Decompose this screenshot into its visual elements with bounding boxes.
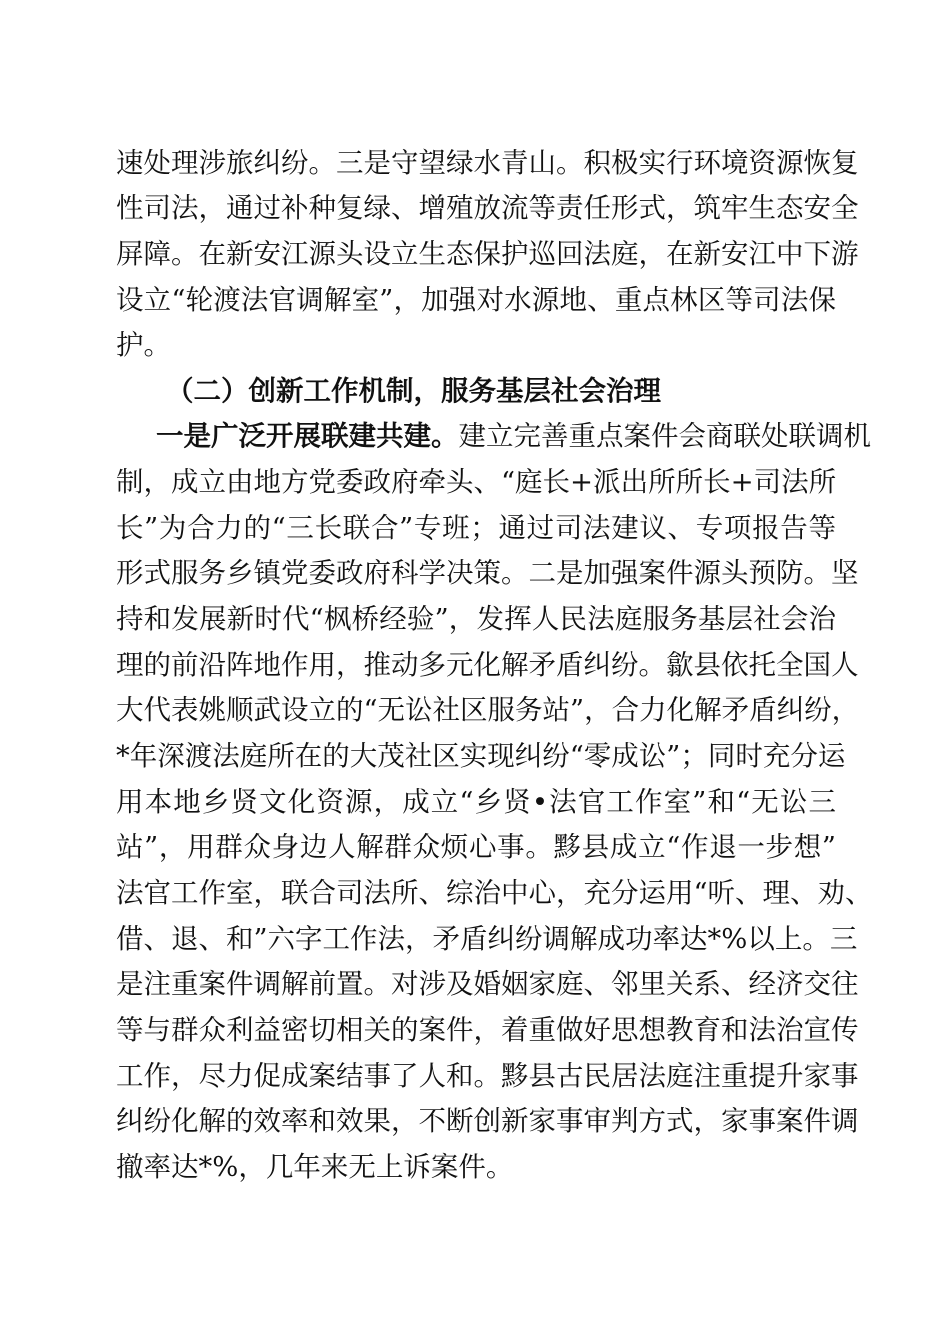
text-line: 长”为合力的“三长联合”专班；通过司法建议、专项报告等 [116,512,836,544]
text-line: *年深渡法庭所在的大茂社区实现纠纷“零成讼”；同时充分运 [116,740,846,772]
text-line: 速处理涉旅纠纷。三是守望绿水青山。积极实行环境资源恢复 [116,147,859,179]
text-line: 性司法，通过补种复绿、增殖放流等责任形式，筑牢生态安全 [116,192,859,224]
text-line: 借、退、和”六字工作法，矛盾纠纷调解成功率达*%以上。三 [116,923,858,955]
text-line: 站”，用群众身边人解群众烦心事。黟县成立“作退一步想” [116,831,836,863]
text-line: 持和发展新时代“枫桥经验”，发挥人民法庭服务基层社会治 [116,603,836,635]
text-line: 制，成立由地方党委政府牵头、“庭长+派出所所长+司法所 [116,466,837,498]
lead-phrase: 一是广泛开展联建共建。 [156,420,459,452]
text-line: 用本地乡贤文化资源，成立“乡贤•法官工作室”和“无讼三 [116,786,836,818]
text-line: 护。 [116,329,171,361]
text-line: 一是广泛开展联建共建。建立完善重点案件会商联处联调机 [156,420,871,452]
text-line: 工作，尽力促成案结事了人和。黟县古民居法庭注重提升家事 [116,1060,859,1092]
text-line: 纠纷化解的效率和效果，不断创新家事审判方式，家事案件调 [116,1105,859,1137]
text-line: 形式服务乡镇党委政府科学决策。二是加强案件源头预防。坚 [116,557,859,589]
text-line: 理的前沿阵地作用，推动多元化解矛盾纠纷。歙县依托全国人 [116,649,859,681]
text-line: 撤率达*%，几年来无上诉案件。 [116,1151,514,1183]
text-line: 是注重案件调解前置。对涉及婚姻家庭、邻里关系、经济交往 [116,968,859,1000]
text-line: 屏障。在新安江源头设立生态保护巡回法庭，在新安江中下游 [116,238,859,270]
text-line: 设立“轮渡法官调解室”，加强对水源地、重点林区等司法保 [116,284,836,316]
text-line: 等与群众利益密切相关的案件，着重做好思想教育和法治宣传 [116,1014,859,1046]
text-line: 法官工作室，联合司法所、综治中心，充分运用“听、理、劝、 [116,877,873,909]
section-heading: （二）创新工作机制，服务基层社会治理 [166,375,661,407]
text-line: 大代表姚顺武设立的“无讼社区服务站”，合力化解矛盾纠纷， [116,694,860,726]
